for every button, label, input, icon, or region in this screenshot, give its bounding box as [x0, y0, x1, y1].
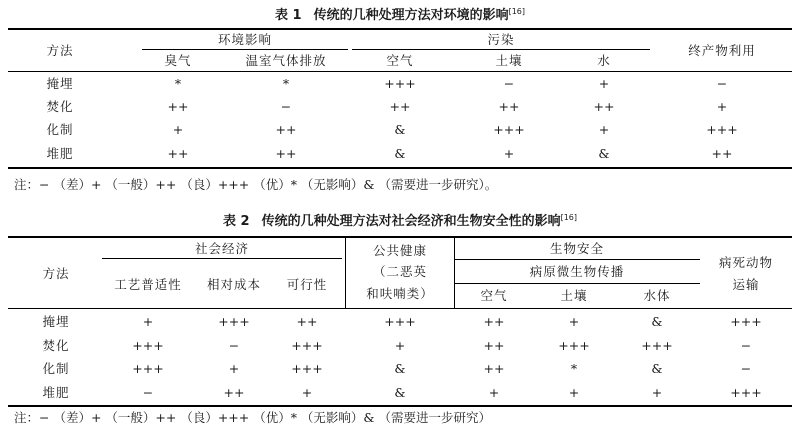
table2-row-method: 掩埋: [42, 314, 70, 329]
table2-header-dead-animal: 病死动物: [718, 254, 773, 270]
table2-cell-transport: −: [740, 338, 752, 353]
table2-cell-health: &: [394, 385, 406, 400]
table1-row-method: 掩埋: [46, 76, 74, 91]
table2-row-method: 焚化: [42, 338, 70, 353]
table2-cell-applicability: +: [142, 314, 154, 329]
table2-ref: [16]: [560, 213, 577, 222]
table1-cell-air: &: [394, 146, 406, 161]
table2-header-soil: 土壤: [560, 287, 588, 303]
table2-row-method: 堆肥: [42, 385, 70, 400]
table2-header-feasibility: 可行性: [286, 276, 328, 292]
table2-header-method: 方法: [42, 265, 70, 281]
table2-caption: [0, 209, 800, 231]
table2-cell-feasibility: +: [301, 385, 313, 400]
table2-cell-air: +: [488, 385, 500, 400]
table2-cell-transport: −: [740, 361, 752, 376]
table2-title: 传统的几种处理方法对社会经济和生物安全性的影响: [261, 214, 561, 229]
table2-header-biosafety: 生物安全: [549, 240, 604, 256]
table2-divider-left: [345, 238, 346, 308]
table1-cell-end: ++: [711, 146, 733, 161]
table2-header-applicability: 工艺普适性: [114, 276, 182, 292]
table1-cell-water: +: [598, 76, 610, 91]
table2-note: 注：− （差）+ （一般）++ （良）+++ （优）* （无影响）& （需要进一步研究）: [14, 410, 492, 425]
table2-cell-health: +: [394, 338, 406, 353]
table2-cell-cost: −: [228, 338, 240, 353]
table2-cell-health: &: [394, 361, 406, 376]
table1-bottom-rule: [8, 167, 792, 169]
table2-header-dead-animal-sub: 运输: [732, 276, 760, 292]
table1-cell-end: −: [716, 76, 728, 91]
table1-cell-end: +++: [706, 122, 738, 137]
table1-header-pollution: 污染: [487, 32, 515, 47]
table2-group-rule-socio: [102, 258, 342, 259]
table2-cell-air: ++: [483, 314, 505, 329]
table1-cell-air: &: [394, 122, 406, 137]
table1-header-method: 方法: [46, 42, 74, 58]
table2-cell-air: ++: [483, 338, 505, 353]
table1-header-env-impact: 环境影响: [217, 32, 272, 47]
table2-cell-water: &: [651, 314, 663, 329]
table2-cell-water: +++: [641, 338, 673, 353]
table1-cell-odor: +: [172, 122, 184, 137]
table2-cell-transport: +++: [730, 385, 762, 400]
table1-header-soil: 土壤: [495, 52, 523, 68]
table1-cell-ghg: *: [282, 76, 290, 91]
table2-group-rule-pathogen: [454, 283, 700, 284]
table1-cell-odor: *: [174, 76, 182, 91]
table2-bottom-rule: [8, 405, 792, 407]
table1-cell-air: +++: [384, 76, 416, 91]
table1-cell-odor: ++: [167, 146, 189, 161]
table1-header-rule: [8, 71, 792, 72]
table1-cell-water: ++: [593, 99, 615, 114]
table2-header-socio-econ: 社会经济: [194, 240, 249, 256]
table2-cell-water: +: [651, 385, 663, 400]
table1-cell-soil: −: [503, 76, 515, 91]
table1-cell-air: ++: [389, 99, 411, 114]
table1-header-ghg: 温室气体排放: [245, 52, 327, 68]
table1-header-air: 空气: [386, 52, 414, 68]
table1-cell-ghg: −: [280, 99, 292, 114]
table2-cell-cost: +++: [218, 314, 250, 329]
table1-cell-soil: +++: [493, 122, 525, 137]
table2-header-rule: [8, 308, 792, 309]
table1-number: 表 1: [274, 8, 302, 23]
table2-cell-water: &: [651, 361, 663, 376]
table1-row-method: 堆肥: [46, 146, 74, 161]
table2-cell-applicability: +++: [132, 361, 164, 376]
table2-cell-feasibility: ++: [296, 314, 318, 329]
table2-cell-applicability: −: [142, 385, 154, 400]
table2-cell-applicability: +++: [132, 338, 164, 353]
table2-header-air: 空气: [480, 287, 508, 303]
table2-cell-cost: +: [228, 361, 240, 376]
table2-row-method: 化制: [42, 361, 70, 376]
table1-cell-soil: ++: [498, 99, 520, 114]
table1-row-method: 化制: [46, 122, 74, 137]
table2-header-pathogen: 病原微生物传播: [529, 263, 625, 279]
table2-cell-soil: *: [570, 361, 578, 376]
table2-cell-feasibility: +++: [291, 338, 323, 353]
table2-group-rule-biosafety: [454, 259, 700, 260]
table2-cell-feasibility: +++: [291, 361, 323, 376]
table2-cell-transport: +++: [730, 314, 762, 329]
table2-cell-cost: ++: [223, 385, 245, 400]
table1-cell-ghg: ++: [275, 146, 297, 161]
table2-header-public-health-sub2: 和呋喃类）: [366, 285, 434, 301]
table1-row-method: 焚化: [46, 99, 74, 114]
table1-header-end-product: 终产物利用: [688, 42, 756, 58]
table1-title: 传统的几种处理方法对环境的影响: [313, 8, 509, 23]
table1-header-water: 水: [597, 52, 611, 68]
table1-cell-end: +: [716, 99, 728, 114]
table2-header-water: 水体: [643, 287, 671, 303]
table1-cell-soil: +: [503, 146, 515, 161]
table1-note: 注：− （差）+ （一般）++ （良）+++ （优）* （无影响）& （需要进一步研究）。: [14, 177, 498, 192]
table2-cell-soil: +++: [558, 338, 590, 353]
table1-cell-ghg: ++: [275, 122, 297, 137]
table2-cell-soil: +: [568, 314, 580, 329]
table2-cell-soil: +: [568, 385, 580, 400]
table2-header-public-health: 公共健康: [372, 242, 427, 258]
table2-cell-health: +++: [384, 314, 416, 329]
table2-number: 表 2: [222, 214, 250, 229]
table1-cell-water: +: [598, 122, 610, 137]
table1-ref: [16]: [508, 7, 525, 16]
table1-cell-odor: ++: [167, 99, 189, 114]
table1-caption: [0, 3, 800, 25]
table2-cell-air: ++: [483, 361, 505, 376]
table1-cell-water: &: [598, 146, 610, 161]
table2-header-relative-cost: 相对成本: [206, 276, 261, 292]
table1-header-odor: 臭气: [164, 52, 192, 68]
table2-header-public-health-sub: （二恶英: [372, 263, 427, 279]
